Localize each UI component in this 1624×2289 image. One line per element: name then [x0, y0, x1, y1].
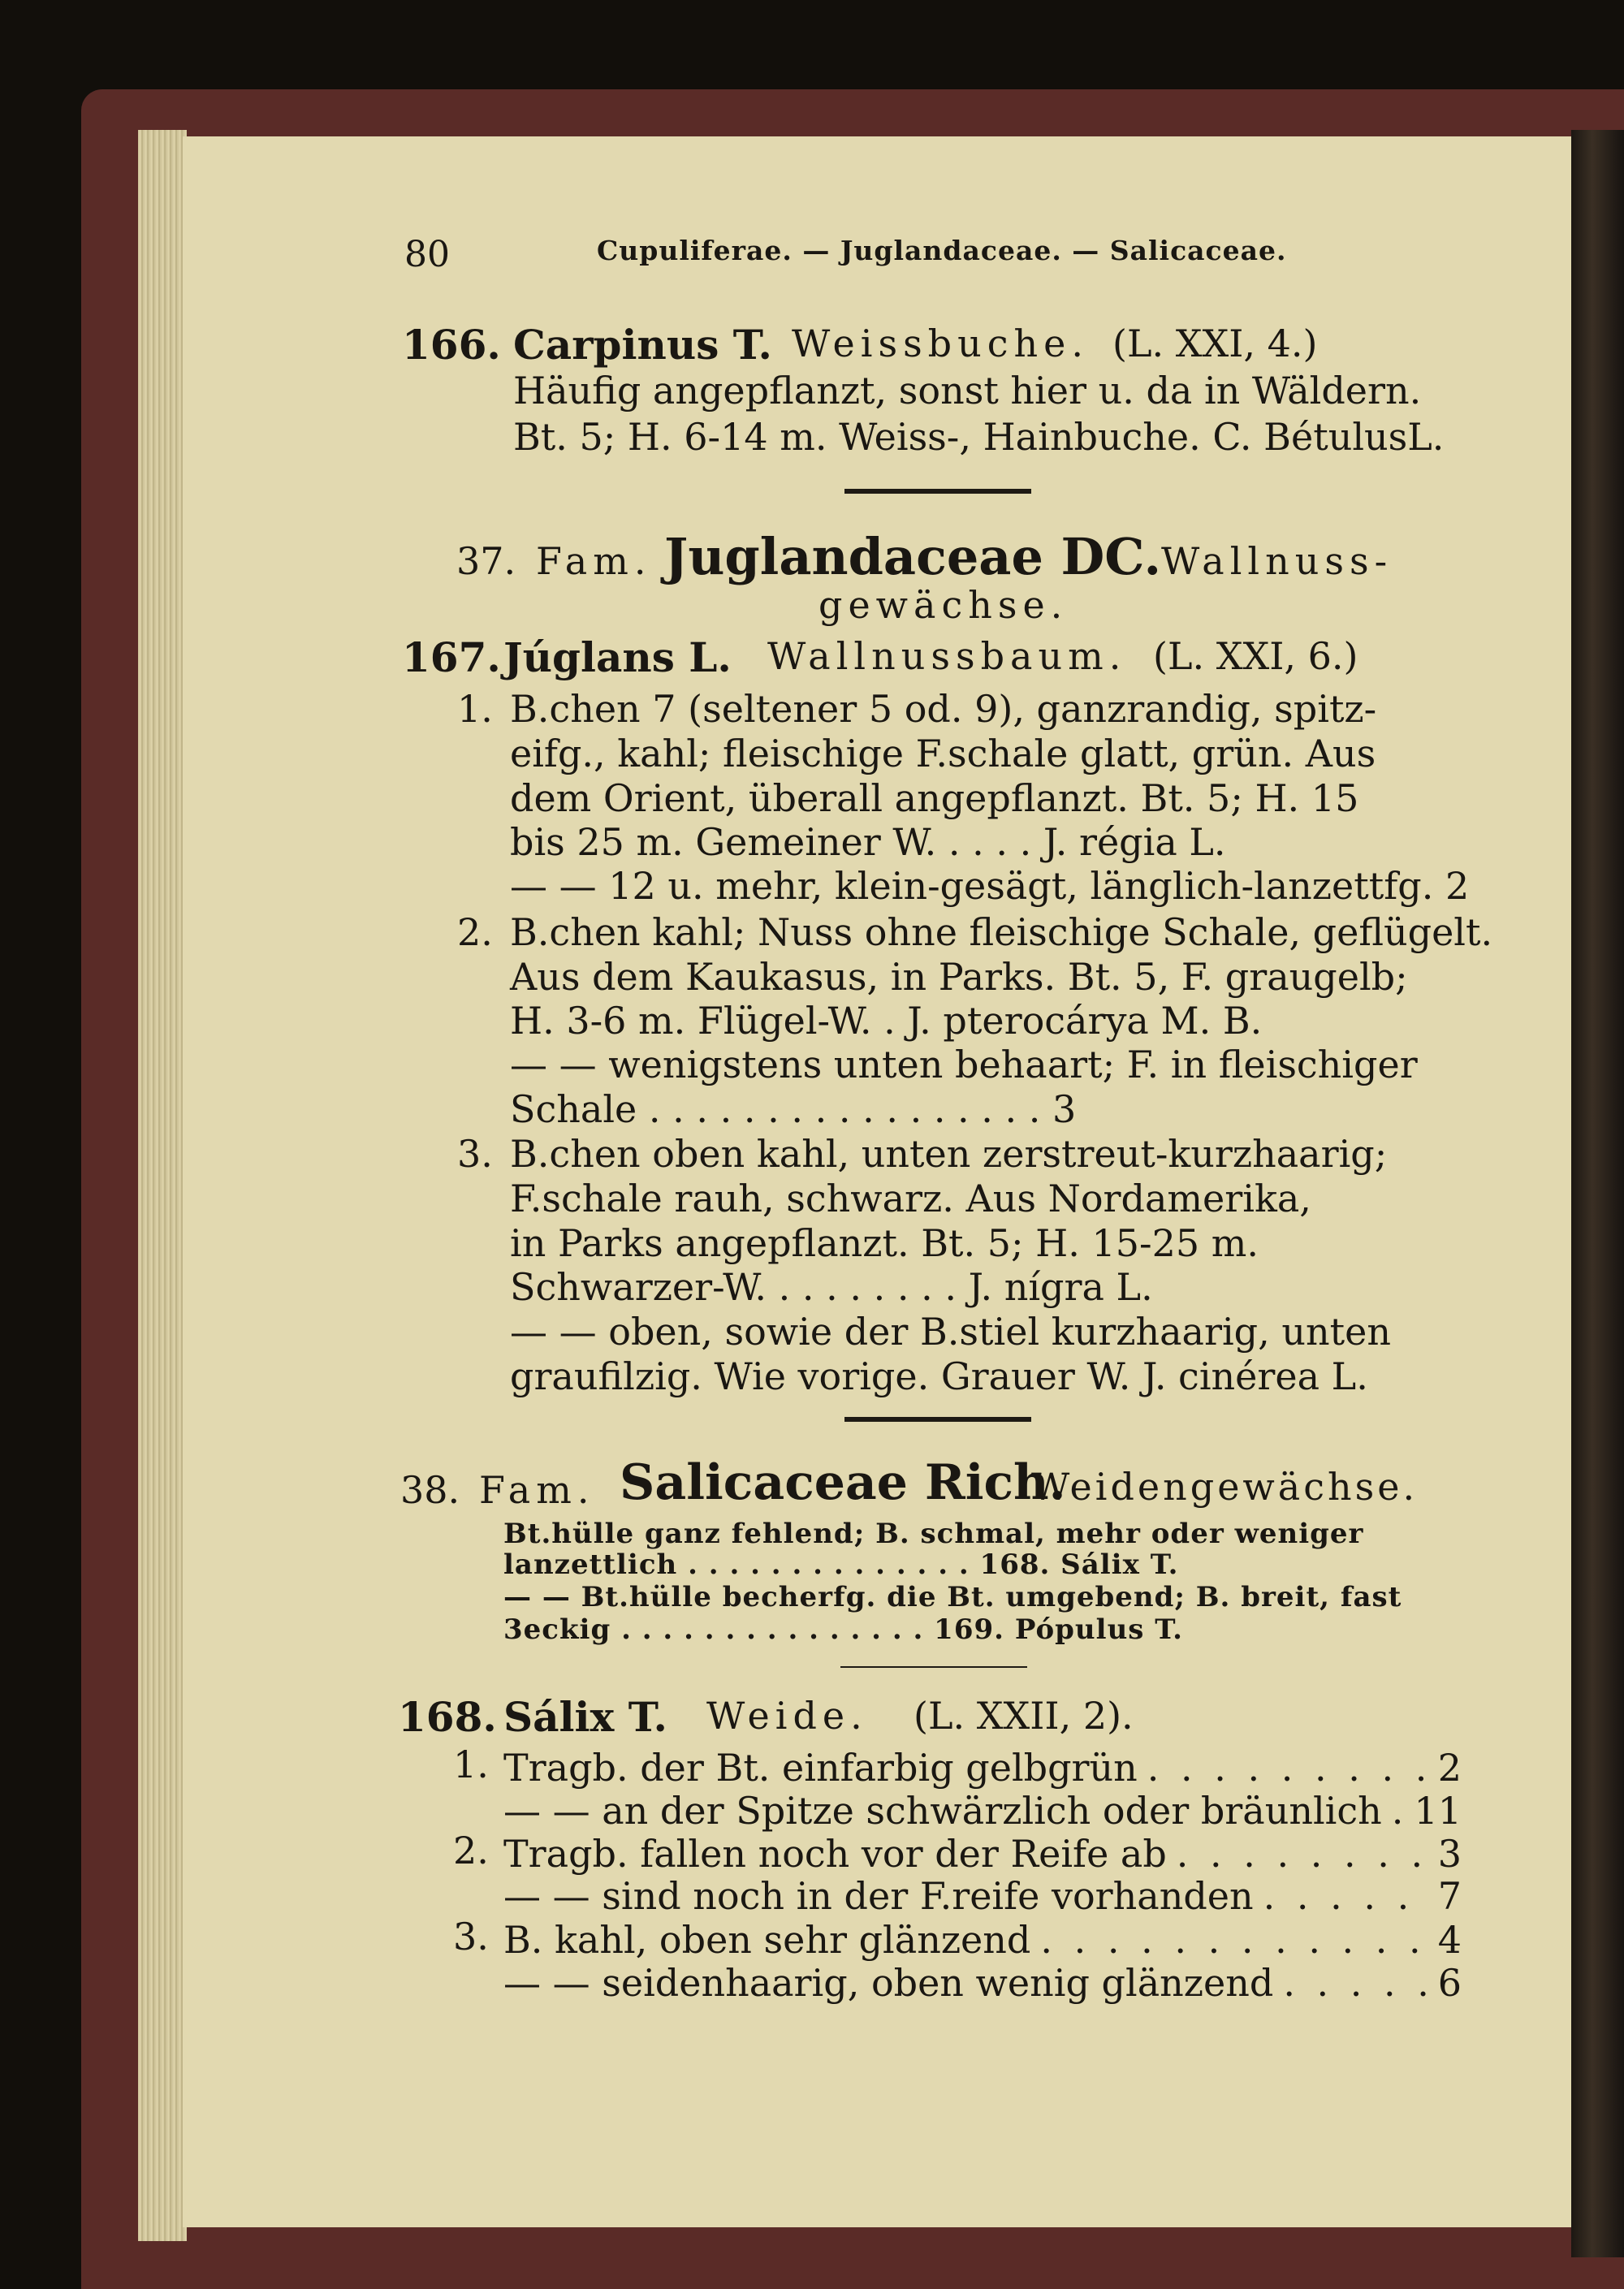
carpinus-line-1: Häufig angepflanzt, sonst hier u. da in Wäldern. [513, 369, 1422, 412]
key-row: — — seidenhaarig, oben wenig glänzend . . . 6 [503, 1961, 1462, 2005]
key-row: B. kahl, oben sehr glänzend . . . 4 [503, 1918, 1462, 1962]
family-key-line: 3eckig . . . . . . . . . . . . . . . 169. Pópulus T. [503, 1613, 1184, 1646]
entry-number-167: 167. [402, 633, 501, 681]
key-row: Tragb. fallen noch vor der Reife ab . . . 3 [503, 1832, 1462, 1876]
section-divider [844, 1417, 1031, 1422]
key-number: 2. [453, 1829, 489, 1872]
key-row: — — an der Spitze schwärzlich oder bräunlich . . . 11 [503, 1789, 1462, 1833]
family-name-salicaceae: Salicaceae Rich. [620, 1454, 1066, 1511]
linnaean-ref: (L. XXI, 6.) [1153, 634, 1358, 678]
key-number: 1. [453, 1743, 489, 1786]
entry-number-168: 168. [398, 1693, 497, 1741]
key-line: in Parks angepflanzt. Bt. 5; H. 15-25 m. [510, 1221, 1259, 1265]
family-key-line: Bt.hülle ganz fehlend; B. schmal, mehr oder weniger [503, 1518, 1364, 1550]
carpinus-line-2: Bt. 5; H. 6-14 m. Weiss-, Hainbuche. C. BétulusL. [513, 415, 1445, 459]
key-line: B.chen kahl; Nuss ohne fleischige Schale, geflügelt. [510, 910, 1493, 954]
family-common-2: gewächse. [818, 583, 1069, 627]
key-line: — — oben, sowie der B.stiel kurzhaarig, unten [510, 1310, 1391, 1354]
key-line: B.chen 7 (seltener 5 od. 9), ganzrandig, spitz- [510, 687, 1377, 731]
page-stack-edge [138, 130, 187, 2241]
key-line: F.schale rauh, schwarz. Aus Nordamerika, [510, 1177, 1311, 1220]
key-number: 3. [457, 1132, 493, 1176]
family-name-juglandaceae: Juglandaceae DC. [664, 527, 1162, 586]
facing-page-edge [1571, 130, 1624, 2257]
common-name-wallnussbaum: Wallnussbaum. [767, 634, 1127, 678]
key-line: — — wenigstens unten behaart; F. in fleischiger [510, 1043, 1418, 1086]
genus-juglans: Júglans L. [503, 633, 732, 681]
family-number-37: 37. [456, 539, 516, 583]
key-number: 1. [457, 687, 493, 731]
thin-divider [840, 1666, 1027, 1668]
family-number-38: 38. [400, 1468, 460, 1512]
key-row: — — sind noch in der F.reife vorhanden . . . 7 [503, 1874, 1462, 1918]
family-label: Fam. [479, 1468, 595, 1512]
common-name-weissbuche: Weissbuche. [792, 322, 1089, 365]
running-title: Cupuliferae. — Juglandaceae. — Salicaceae. [597, 235, 1287, 266]
page-number: 80 [404, 234, 450, 275]
family-label: Fam. [536, 539, 652, 583]
key-line: H. 3-6 m. Flügel-W. . J. pterocárya M. B. [510, 999, 1263, 1043]
entry-number-166: 166. [402, 321, 501, 369]
genus-salix: Sálix T. [503, 1693, 667, 1741]
key-line: Schale . . . . . . . . . . . . . . . . . 3 [510, 1087, 1077, 1131]
section-divider [844, 489, 1031, 494]
family-key-line: lanzettlich . . . . . . . . . . . . . . 168. Sálix T. [503, 1548, 1179, 1581]
linnaean-ref: (L. XXI, 4.) [1112, 322, 1318, 365]
key-number: 2. [457, 910, 493, 954]
key-line: dem Orient, überall angepflanzt. Bt. 5; H. 15 [510, 776, 1359, 820]
family-common-weidengewaechse: Weidengewächse. [1031, 1465, 1419, 1509]
linnaean-ref: (L. XXII, 2). [914, 1694, 1134, 1738]
key-line: eifg., kahl; fleischige F.schale glatt, grün. Aus [510, 732, 1376, 775]
key-line: bis 25 m. Gemeiner W. . . . . J. régia L. [510, 820, 1226, 864]
family-key-line: — — Bt.hülle becherfg. die Bt. umgebend; B. breit, fast [503, 1581, 1402, 1613]
key-line: graufilzig. Wie vorige. Grauer W. J. cinérea L. [510, 1354, 1368, 1398]
key-line: B.chen oben kahl, unten zerstreut-kurzhaarig; [510, 1132, 1388, 1176]
key-line: Aus dem Kaukasus, in Parks. Bt. 5, F. graugelb; [510, 955, 1408, 999]
key-row: Tragb. der Bt. einfarbig gelbgrün . . . 2 [503, 1746, 1462, 1790]
key-number: 3. [453, 1915, 489, 1959]
family-common-1: Wallnuss- [1161, 539, 1393, 583]
key-line: — — 12 u. mehr, klein-gesägt, länglich-lanzettfg. 2 [510, 864, 1470, 908]
key-line: Schwarzer-W. . . . . . . . . J. nígra L. [510, 1265, 1153, 1309]
genus-carpinus: Carpinus T. [513, 321, 772, 369]
common-name-weide: Weide. [706, 1694, 868, 1738]
